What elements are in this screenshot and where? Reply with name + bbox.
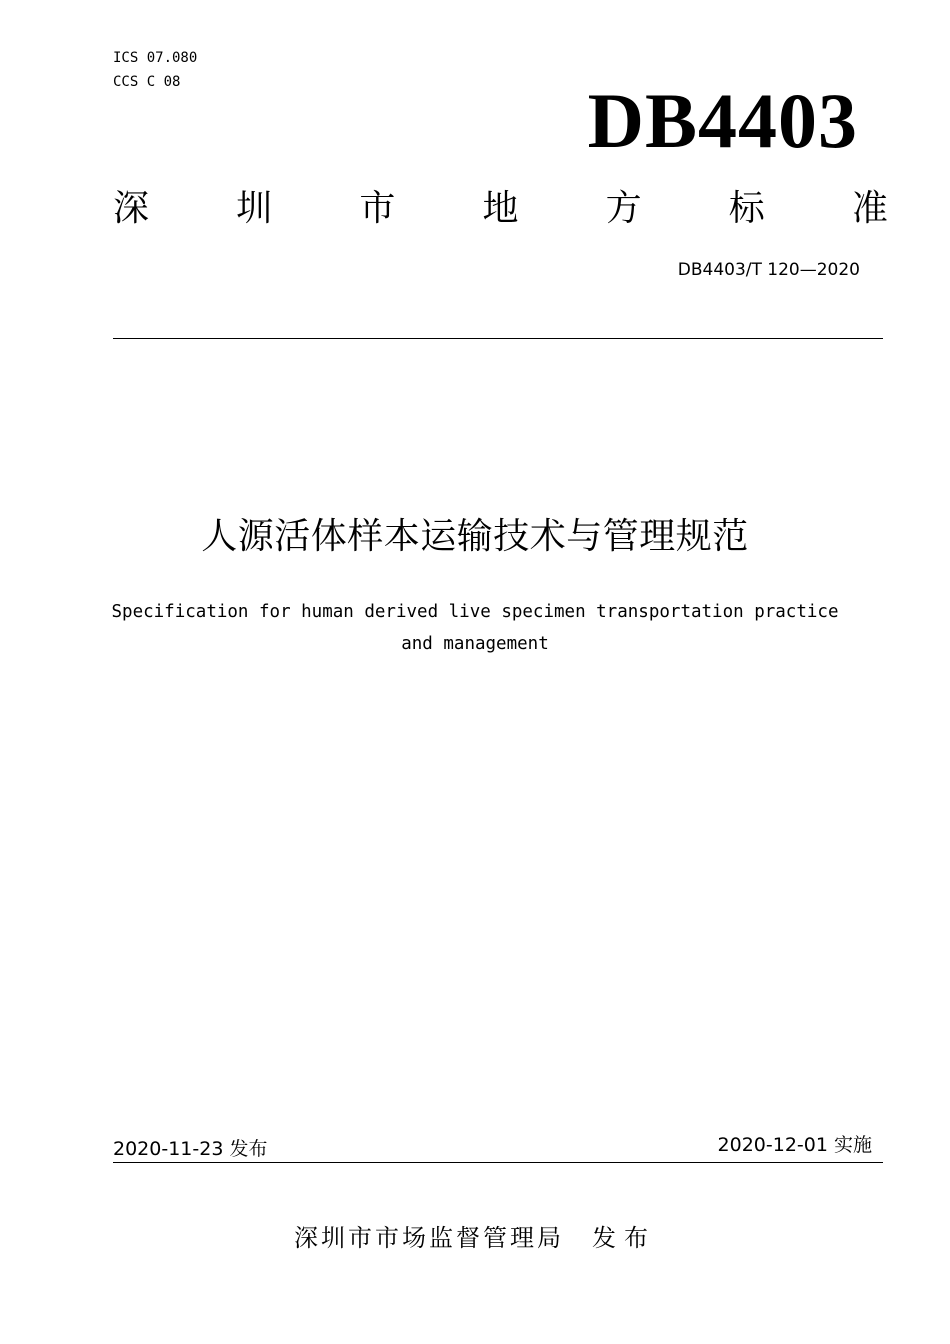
category-char: 深 [113, 188, 150, 229]
title-english-line-1: Specification for human derived live specimen transportation practice [111, 602, 839, 622]
document-title-english [70, 596, 880, 660]
implementation-date: 2020-12-01 实施 [717, 1134, 872, 1156]
category-char: 市 [359, 188, 396, 229]
standard-number: DB4403/T 120—2020 [677, 260, 860, 280]
category-char: 圳 [236, 188, 273, 229]
category-char: 地 [482, 188, 519, 229]
ccs-code: CCS C 08 [113, 74, 181, 90]
title-english-line-2: and management [401, 634, 549, 654]
standard-series-code: DB4403 [587, 77, 858, 164]
publisher [0, 1222, 950, 1254]
standard-category [113, 187, 888, 231]
footer-divider [113, 1162, 883, 1163]
header-divider [113, 338, 883, 339]
category-char: 准 [851, 188, 888, 229]
document-title-chinese: 人源活体样本运输技术与管理规范 [201, 516, 749, 557]
category-char: 方 [605, 188, 642, 229]
publisher-name: 深圳市市场监督管理局 [294, 1224, 564, 1252]
category-char: 标 [728, 188, 765, 229]
issue-date: 2020-11-23 发布 [113, 1138, 268, 1160]
publisher-suffix: 发布 [592, 1224, 656, 1252]
ics-code: ICS 07.080 [113, 50, 198, 66]
